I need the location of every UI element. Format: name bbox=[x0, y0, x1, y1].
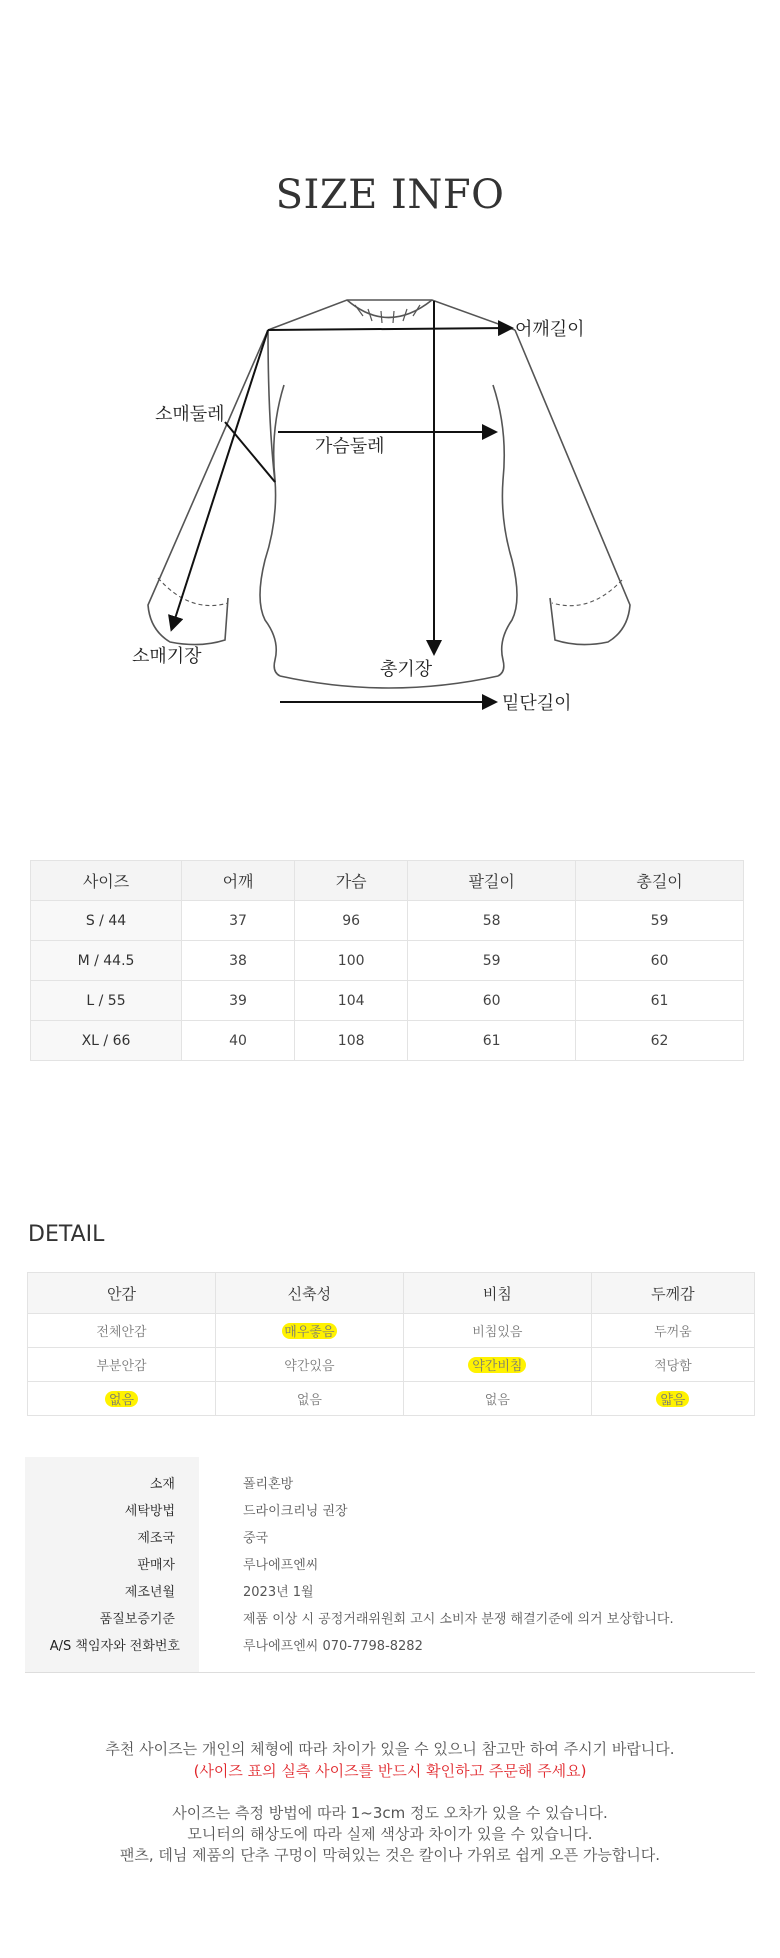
info-key: A/S 책임자와 전화번호 bbox=[49, 1639, 180, 1654]
info-key: 제조국 bbox=[137, 1531, 175, 1546]
table-cell: 없음 bbox=[215, 1382, 403, 1416]
info-key: 소재 bbox=[149, 1477, 175, 1492]
product-info bbox=[25, 1457, 755, 1672]
size-cell: S / 44 bbox=[31, 901, 182, 941]
note-recommend: 추천 사이즈는 개인의 체형에 따라 차이가 있을 수 있으니 참고만 하여 주시기 바랍니다. bbox=[105, 1740, 675, 1758]
size-col-header: 사이즈 bbox=[31, 861, 182, 901]
size-cell: M / 44.5 bbox=[31, 941, 182, 981]
info-row-seller bbox=[25, 1552, 755, 1579]
table-cell: 부분안감 bbox=[28, 1348, 216, 1382]
note-tolerance: 사이즈는 측정 방법에 따라 1~3cm 정도 오차가 있을 수 있습니다. bbox=[172, 1804, 608, 1822]
note-monitor: 모니터의 해상도에 따라 실제 색상과 차이가 있을 수 있습니다. bbox=[187, 1825, 593, 1843]
info-row-manufacture-date bbox=[25, 1579, 755, 1606]
highlighted-value: 얇음 bbox=[660, 1389, 685, 1408]
table-cell: 39 bbox=[182, 981, 295, 1021]
table-cell: 61 bbox=[408, 1021, 576, 1061]
table-cell bbox=[403, 1348, 591, 1382]
highlighted-value: 약간비침 bbox=[472, 1355, 522, 1374]
info-value: 루나에프엔씨 bbox=[243, 1558, 319, 1573]
table-cell: 비침있음 bbox=[403, 1314, 591, 1348]
stretch-header: 신축성 bbox=[215, 1273, 403, 1314]
table-cell: 108 bbox=[295, 1021, 408, 1061]
sheerness-header: 비침 bbox=[403, 1273, 591, 1314]
label-hem: 밑단길이 bbox=[502, 693, 572, 714]
table-cell bbox=[28, 1382, 216, 1416]
highlighted-value: 매우좋음 bbox=[284, 1321, 334, 1340]
table-cell bbox=[591, 1382, 754, 1416]
table-cell: 96 bbox=[295, 901, 408, 941]
chest-col-header: 가슴 bbox=[295, 861, 408, 901]
table-cell: 62 bbox=[576, 1021, 744, 1061]
info-key: 제조년월 bbox=[124, 1585, 175, 1600]
table-cell: 전체안감 bbox=[28, 1314, 216, 1348]
table-cell: 104 bbox=[295, 981, 408, 1021]
size-cell: L / 55 bbox=[31, 981, 182, 1021]
garment-diagram bbox=[0, 0, 780, 760]
table-cell: 100 bbox=[295, 941, 408, 981]
table-cell: 두꺼움 bbox=[591, 1314, 754, 1348]
table-cell: 58 bbox=[408, 901, 576, 941]
table-cell: 38 bbox=[182, 941, 295, 981]
note-warning: (사이즈 표의 실측 사이즈를 반드시 확인하고 주문해 주세요) bbox=[193, 1762, 587, 1780]
label-chest: 가슴둘레 bbox=[315, 436, 385, 457]
size-table-header-row bbox=[31, 861, 744, 901]
detail-header-row bbox=[28, 1273, 755, 1314]
info-value: 폴리혼방 bbox=[243, 1477, 294, 1492]
detail-table bbox=[27, 1272, 755, 1416]
info-key: 판매자 bbox=[137, 1558, 175, 1573]
table-cell: 59 bbox=[408, 941, 576, 981]
info-value: 중국 bbox=[243, 1531, 269, 1546]
label-total-length: 총기장 bbox=[380, 659, 433, 680]
info-value: 드라이크리닝 권장 bbox=[243, 1504, 348, 1519]
table-row bbox=[31, 981, 744, 1021]
table-row bbox=[28, 1348, 755, 1382]
info-value: 제품 이상 시 공정거래위원회 고시 소비자 분쟁 해결기준에 의거 보상합니다. bbox=[243, 1612, 674, 1627]
measure-arrows bbox=[172, 301, 510, 702]
size-table bbox=[30, 860, 744, 1061]
table-cell: 37 bbox=[182, 901, 295, 941]
arm-length-col-header: 팔길이 bbox=[408, 861, 576, 901]
divider bbox=[25, 1672, 755, 1673]
note-buttonhole: 팬츠, 데님 제품의 단추 구멍이 막혀있는 것은 칼이나 가위로 쉽게 오픈 가능합니다. bbox=[119, 1846, 661, 1864]
product-info-rows bbox=[25, 1471, 755, 1660]
size-cell: XL / 66 bbox=[31, 1021, 182, 1061]
info-row-washing bbox=[25, 1498, 755, 1525]
table-cell: 약간있음 bbox=[215, 1348, 403, 1382]
info-row-as-contact bbox=[25, 1633, 755, 1660]
info-key: 품질보증기준 bbox=[99, 1612, 175, 1627]
info-row-country bbox=[25, 1525, 755, 1552]
table-row bbox=[31, 1021, 744, 1061]
lining-header: 안감 bbox=[28, 1273, 216, 1314]
info-row-warranty bbox=[25, 1606, 755, 1633]
table-row bbox=[31, 901, 744, 941]
info-key: 세탁방법 bbox=[124, 1504, 175, 1519]
detail-title: DETAIL bbox=[28, 1222, 105, 1247]
thickness-header: 두께감 bbox=[591, 1273, 754, 1314]
table-row bbox=[28, 1314, 755, 1348]
garment-outline bbox=[148, 300, 630, 688]
table-row bbox=[28, 1382, 755, 1416]
table-cell: 60 bbox=[576, 941, 744, 981]
info-row-material bbox=[25, 1471, 755, 1498]
label-sleeve-round: 소매둘레 bbox=[155, 404, 225, 425]
table-row bbox=[31, 941, 744, 981]
table-cell: 59 bbox=[576, 901, 744, 941]
shoulder-col-header: 어깨 bbox=[182, 861, 295, 901]
info-value: 루나에프엔씨 070-7798-8282 bbox=[243, 1639, 423, 1654]
highlighted-value: 없음 bbox=[109, 1389, 134, 1408]
table-cell: 61 bbox=[576, 981, 744, 1021]
table-cell: 60 bbox=[408, 981, 576, 1021]
label-sleeve-length: 소매기장 bbox=[132, 646, 202, 667]
table-cell bbox=[215, 1314, 403, 1348]
page-title: SIZE INFO bbox=[275, 172, 505, 218]
info-value: 2023년 1월 bbox=[243, 1585, 314, 1600]
table-cell: 적당함 bbox=[591, 1348, 754, 1382]
total-length-col-header: 총길이 bbox=[576, 861, 744, 901]
table-cell: 없음 bbox=[403, 1382, 591, 1416]
label-shoulder: 어깨길이 bbox=[515, 319, 585, 340]
table-cell: 40 bbox=[182, 1021, 295, 1061]
